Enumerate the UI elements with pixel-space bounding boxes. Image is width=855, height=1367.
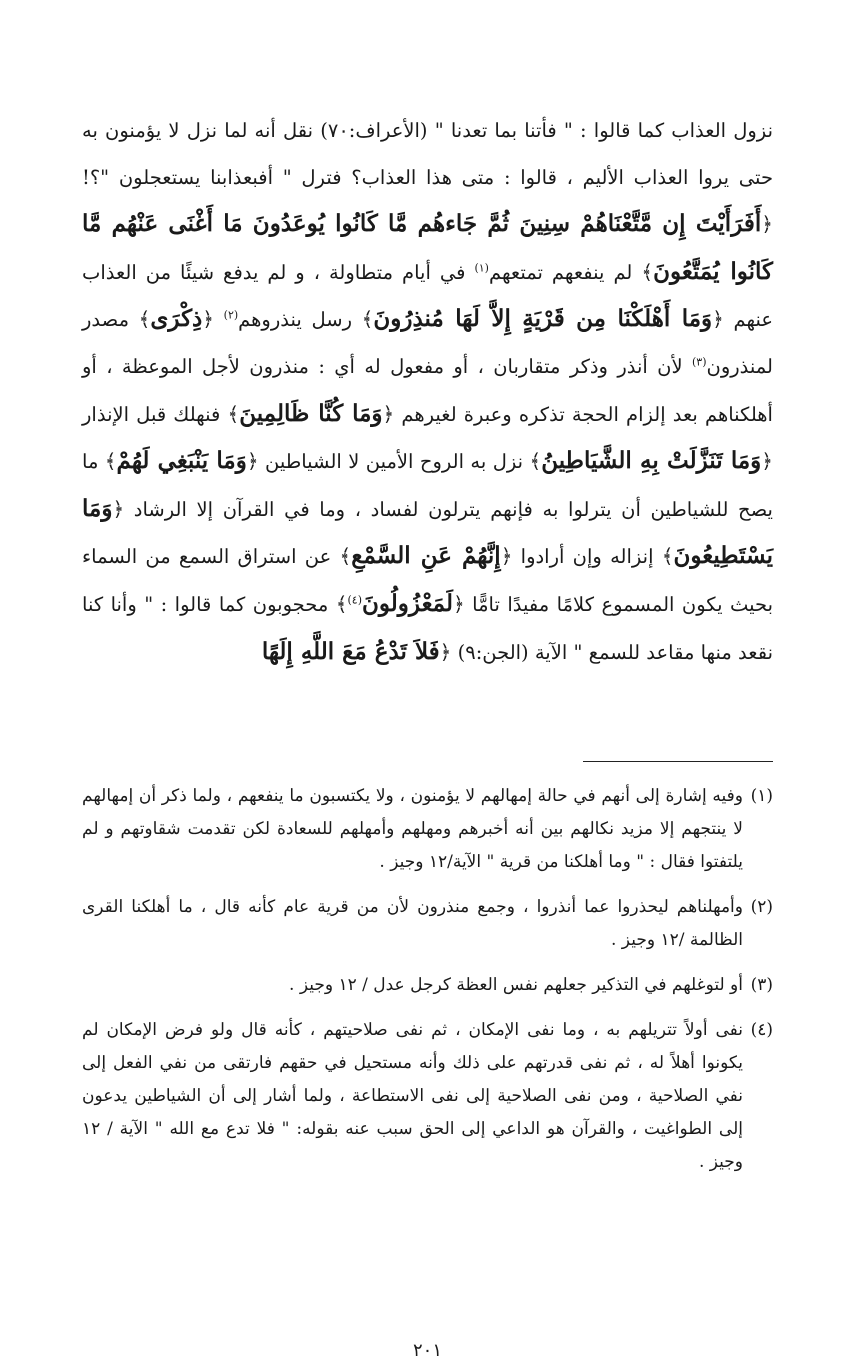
quran-verse: إِنَّهُمْ عَنِ السَّمْعِ xyxy=(351,542,501,570)
text-segment: فنهلك قبل الإنذار xyxy=(82,402,228,426)
quran-verse: وَمَا تَنَزَّلَتْ بِهِ الشَّيَاطِينُ xyxy=(541,447,762,475)
text-segment: مصدر لمنذرون xyxy=(82,308,773,378)
footnote-ref[interactable]: (٤) xyxy=(347,593,362,607)
footnote-number: (٤) xyxy=(750,1020,773,1040)
ornate-bracket-open: ﴿ xyxy=(112,496,125,521)
footnote-number: (٢) xyxy=(750,897,773,917)
ornate-bracket-open: ﴿ xyxy=(712,307,724,332)
text-segment: في أيام متطاولة ، و لم يدفع شيئًا من العذاب عنهم xyxy=(82,260,773,332)
text-segment: عن استراق السمع من السماء بحيث يكون المسموع كلامًا مفيدًا تامًّا xyxy=(82,545,773,616)
quran-verse: وَمَا يَنْبَغِي لَهُمْ xyxy=(116,447,247,475)
main-text xyxy=(82,108,773,676)
footnote-text: نفى أولاً تتريلهم به ، وما نفى الإمكان ، ثم نفى صلاحيتهم ، كأنه قال ولو فرض الإمكان لم يكونوا أهلاً له ، ثم نفى قدرتهم على ذلك وأنه مستحيل في حقهم فارتقى من نفي الفعل إلى نفي الصلاحية ، ومن نفى الصلاحية إلى نفى الاستطاعة ، ولما أشار إلى أن الشياطين يدعون إلى الطواغيت ، والقرآن هو الداعي إلى الحق سبب عنه بقوله: " فلا تدع مع الله " الآية / ١٢ وجيز . xyxy=(82,1020,743,1172)
text-segment: نزل به الروح الأمين لا الشياطين xyxy=(258,450,530,474)
ornate-bracket-open: ﴿ xyxy=(246,449,259,474)
page-number: ٢٠١ xyxy=(412,1340,442,1361)
ornate-bracket-open: ﴿ xyxy=(500,544,513,569)
footnote-text: وفيه إشارة إلى أنهم في حالة إمهالهم لا يؤمنون ، ولا يكتسبون ما ينفعهم ، ولما ذكر أن إمهالهم لا ينتجهم إلا مزيد نكالهم بين أنه أخبرهم ومهلهم وأمهلهم للسعادة لكن تقدمت شقاوتهم و لم يلتفتوا فقال : " وما أهلكنا من قرية " الآية/١٢ وجيز . xyxy=(82,786,743,872)
quran-verse: وَمَا يَسْتَطِيعُونَ xyxy=(82,494,774,570)
text-segment: رسل ينذروهم xyxy=(238,308,362,332)
footnote-separator xyxy=(583,761,773,762)
main-paragraph xyxy=(82,108,773,676)
text-segment: إنزاله وإن أرادوا xyxy=(512,545,662,569)
footnote-ref[interactable]: (٢) xyxy=(223,308,239,322)
ornate-bracket-close: ﴾ xyxy=(661,544,674,569)
ornate-bracket-open: ﴿ xyxy=(761,449,773,474)
footnote-text: وأمهلناهم ليحذروا عما أنذروا ، وجمع منذرون لأن من قرية عام كأنه قال ، ما أهلكنا القرى الظالمة /١٢ وجيز . xyxy=(82,897,743,950)
footnote-item xyxy=(82,969,773,1002)
ornate-bracket-open: ﴿ xyxy=(202,307,214,332)
ornate-bracket-close: ﴾ xyxy=(138,307,151,332)
footnote-item xyxy=(82,891,773,957)
footnote-item xyxy=(82,780,773,879)
footnote-text: أو لتوغلهم في التذكير جعلهم نفس العظة كرجل عدل / ١٢ وجيز . xyxy=(289,975,743,995)
footnote-ref[interactable]: (٣) xyxy=(691,355,707,369)
text-segment: ما يصح للشياطين أن يترلوا به فإنهم يترلون لفساد ، وما في القرآن إلا الرشاد xyxy=(82,450,773,521)
footnote-item xyxy=(82,1014,773,1179)
footnotes xyxy=(82,780,773,1191)
text-segment: لم ينفعهم تمتعهم xyxy=(488,260,642,284)
text-segment: نزول العذاب كما قالوا : " فأتنا بما تعدنا " (الأعراف:٧٠) نقل أنه لما نزل لا يؤمنون به حتى يروا العذاب الأليم ، قالوا : متى هذا العذاب؟ فترل " أفبعذابنا يستعجلون "؟! xyxy=(82,119,773,189)
quran-verse: لَمَعْزُولُونَ xyxy=(362,589,453,617)
ornate-bracket-close: ﴾ xyxy=(641,259,654,284)
footnote-number: (١) xyxy=(750,786,773,806)
quran-verse: أَفَرَأَيْتَ إِن مَّتَّعْنَاهُمْ سِنِينَ ثُمَّ جَاءهُم مَّا كَانُوا يُوعَدُونَ مَا أَغْنَى عَنْهُم مَّا كَانُوا يُمَتَّعُونَ xyxy=(82,210,773,285)
footnote-number: (٣) xyxy=(750,975,773,995)
ornate-bracket-close: ﴾ xyxy=(361,307,374,332)
quran-verse: فَلاَ تَدْعُ مَعَ اللَّهِ إِلَهًا xyxy=(261,637,440,665)
footnote-ref[interactable]: (١) xyxy=(474,261,489,275)
ornate-bracket-close: ﴾ xyxy=(104,449,117,474)
quran-verse: ذِكْرَى xyxy=(150,305,203,333)
ornate-bracket-open: ﴿ xyxy=(452,591,465,616)
ornate-bracket-close: ﴾ xyxy=(529,449,542,474)
text-segment: محجوبون كما قالوا : " وأنا كنا نقعد منها مقاعد للسمع " الآية (الجن:٩) xyxy=(82,592,773,664)
quran-verse: وَمَا كُنَّا ظَالِمِينَ xyxy=(239,399,383,427)
ornate-bracket-close: ﴾ xyxy=(339,544,352,569)
ornate-bracket-close: ﴾ xyxy=(335,591,348,616)
ornate-bracket-close: ﴾ xyxy=(227,401,240,426)
ornate-bracket-open: ﴿ xyxy=(761,212,773,237)
quran-verse: وَمَا أَهْلَكْنَا مِن قَرْيَةٍ إِلاَّ لَهَا مُنذِرُونَ xyxy=(373,305,713,333)
ornate-bracket-open: ﴿ xyxy=(382,401,395,426)
ornate-bracket-open: ﴿ xyxy=(439,639,452,664)
text-segment: لأن أنذر وذكر متقاربان ، أو مفعول له أي : منذرون لأجل الموعظة ، أو أهلكناهم بعد إلزام الحجة تذكره وعبرة لغيرهم xyxy=(82,354,773,426)
